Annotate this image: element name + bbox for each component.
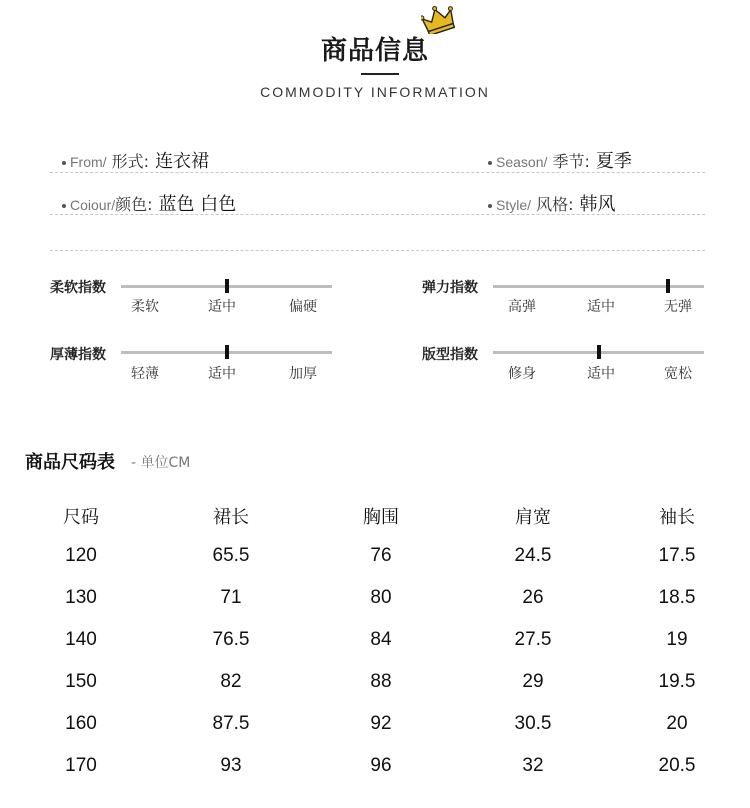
table-header-cell: 尺码 — [63, 507, 99, 528]
attr-style-cn: 风格: — [536, 195, 574, 214]
table-cell: 20.5 — [658, 755, 696, 776]
index-softness-marker — [225, 279, 229, 293]
attr-season-cn: 季节: — [552, 152, 590, 171]
table-cell: 19.5 — [658, 671, 696, 692]
attr-season — [488, 147, 632, 173]
attr-form — [62, 147, 209, 173]
index-elasticity-tick: 高弹 — [508, 299, 536, 315]
crown-icon — [421, 4, 455, 34]
table-header-cell: 裙长 — [213, 507, 249, 528]
table-cell: 76 — [370, 545, 392, 566]
table-cell: 96 — [370, 755, 392, 776]
index-elasticity-tick: 适中 — [587, 299, 615, 315]
index-thickness-marker — [225, 345, 229, 359]
table-cell: 150 — [65, 671, 97, 692]
table-cell: 80 — [370, 587, 392, 608]
table-cell: 17.5 — [658, 545, 696, 566]
attr-style-value: 韩风 — [579, 194, 616, 215]
table-header-cell: 袖长 — [659, 507, 695, 528]
attr-style-en: Style/ — [496, 197, 532, 213]
attr-form-en: From/ — [70, 154, 107, 170]
attr-colour — [62, 190, 236, 216]
table-header-cell: 肩宽 — [515, 507, 551, 528]
table-cell: 24.5 — [514, 545, 552, 566]
table-cell: 32 — [522, 755, 544, 776]
table-cell: 88 — [370, 671, 392, 692]
index-fit-label: 版型指数 — [422, 347, 478, 363]
attr-season-value: 夏季 — [595, 151, 632, 172]
table-cell: 29 — [522, 671, 544, 692]
bullet-icon — [488, 161, 492, 165]
table-cell: 71 — [220, 587, 242, 608]
page-title: 商品信息 — [320, 36, 429, 66]
bullet-icon — [488, 204, 492, 208]
size-chart-title: 商品尺码表 — [25, 452, 115, 473]
title-underline — [361, 73, 399, 75]
index-elasticity-track — [493, 285, 704, 288]
size-chart-unit: - 单位CM — [131, 455, 191, 471]
table-cell: 30.5 — [514, 713, 552, 734]
index-thickness-tick: 适中 — [208, 366, 236, 382]
index-softness-tick: 适中 — [208, 299, 236, 315]
table-cell: 170 — [65, 755, 97, 776]
index-elasticity-marker — [666, 279, 670, 293]
index-softness-tick: 柔软 — [131, 299, 159, 315]
attr-style — [488, 190, 616, 216]
table-cell: 87.5 — [212, 713, 250, 734]
table-cell: 93 — [220, 755, 242, 776]
table-cell: 65.5 — [212, 545, 250, 566]
table-cell: 19 — [666, 629, 688, 650]
table-cell: 92 — [370, 713, 392, 734]
bullet-icon — [62, 204, 66, 208]
table-cell: 76.5 — [212, 629, 250, 650]
divider — [50, 214, 705, 215]
index-thickness-tick: 加厚 — [289, 366, 317, 382]
table-cell: 120 — [65, 545, 97, 566]
index-elasticity-label: 弹力指数 — [422, 280, 478, 296]
index-fit-tick: 修身 — [508, 366, 536, 382]
index-softness-tick: 偏硬 — [289, 299, 317, 315]
index-elasticity-tick: 无弹 — [664, 299, 692, 315]
table-cell: 18.5 — [658, 587, 696, 608]
page-subtitle: COMMODITY INFORMATION — [260, 84, 490, 100]
index-thickness-label: 厚薄指数 — [50, 347, 106, 363]
index-fit-tick: 宽松 — [664, 366, 692, 382]
attr-colour-en: Coiour/ — [70, 197, 116, 213]
index-fit-marker — [597, 345, 601, 359]
index-softness-label: 柔软指数 — [50, 280, 106, 296]
divider — [50, 250, 705, 251]
table-cell: 26 — [522, 587, 544, 608]
attr-colour-value: 蓝色 白色 — [158, 194, 237, 215]
attr-colour-cn: 颜色: — [115, 195, 153, 214]
divider — [50, 172, 705, 173]
bullet-icon — [62, 161, 66, 165]
table-cell: 140 — [65, 629, 97, 650]
table-cell: 82 — [220, 671, 242, 692]
table-cell: 160 — [65, 713, 97, 734]
table-cell: 130 — [65, 587, 97, 608]
table-cell: 20 — [666, 713, 688, 734]
attr-form-cn: 形式: — [111, 152, 150, 171]
table-header-cell: 胸围 — [363, 507, 399, 528]
attr-form-value: 连衣裙 — [155, 151, 210, 172]
table-cell: 84 — [370, 629, 392, 650]
attr-season-en: Season/ — [496, 154, 548, 170]
index-thickness-tick: 轻薄 — [131, 366, 159, 382]
index-fit-tick: 适中 — [587, 366, 615, 382]
table-cell: 27.5 — [514, 629, 552, 650]
